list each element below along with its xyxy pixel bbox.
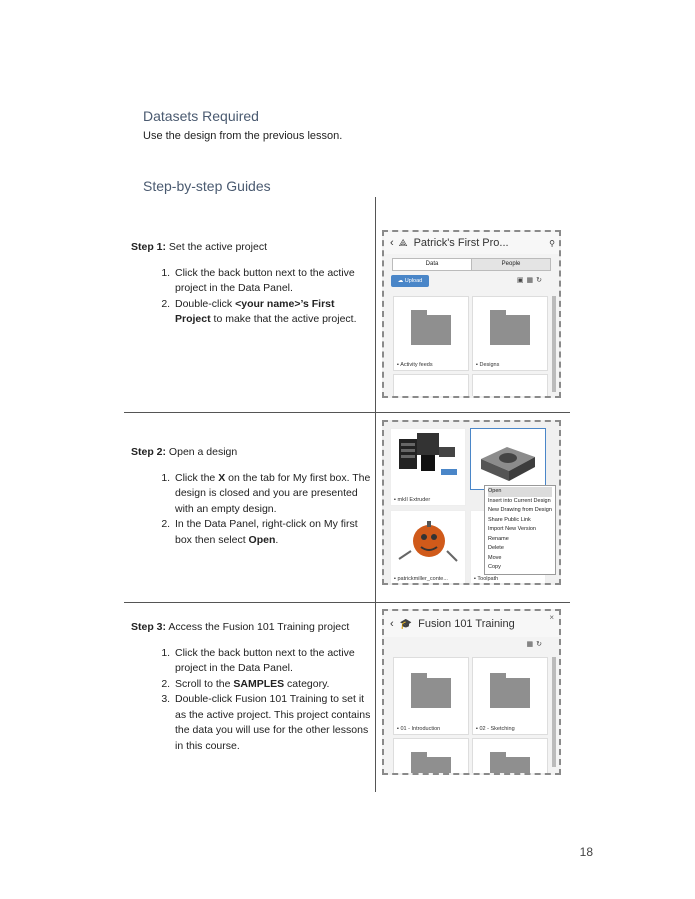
table-divider-vertical <box>375 197 376 792</box>
pumpkin-thumbnail <box>391 511 465 571</box>
design-tile[interactable] <box>390 428 466 506</box>
grid-view-icon[interactable]: ▦ <box>526 641 537 648</box>
table-divider-1 <box>124 412 570 413</box>
menu-item-rename[interactable]: Rename <box>488 535 509 542</box>
grid-view-icon[interactable]: ▦ <box>526 277 537 284</box>
data-panel-screenshot-1 <box>382 230 561 398</box>
panel-tabs <box>392 258 551 271</box>
close-icon[interactable]: × <box>549 613 554 622</box>
search-icon[interactable]: ⚲ <box>549 238 555 248</box>
table-divider-2 <box>124 602 570 603</box>
folder-tile[interactable] <box>393 374 469 398</box>
step-3-item-1: 1. Click the back button next to the active project in the Data Panel. <box>173 646 371 677</box>
toolbar-icons <box>517 276 545 284</box>
menu-item-new-drawing[interactable]: New Drawing from Design <box>488 507 552 513</box>
folder-tile[interactable] <box>393 296 469 371</box>
step-2 <box>131 445 371 548</box>
chevron-left-icon[interactable]: ‹ <box>390 618 394 630</box>
folder-tile[interactable] <box>472 374 548 398</box>
folder-tile[interactable] <box>393 657 469 735</box>
step-1-item-2: 2. Double-click <your name>’s First Project to make that the active project. <box>173 297 371 328</box>
refresh-icon[interactable]: ↻ <box>536 641 545 648</box>
step-3 <box>131 620 371 754</box>
menu-item-delete[interactable]: Delete <box>488 545 504 551</box>
datasets-text: Use the design from the previous lesson. <box>143 130 343 142</box>
folder-tile[interactable] <box>472 296 548 371</box>
tab-people[interactable]: People <box>471 259 550 270</box>
folder-tile[interactable] <box>472 738 548 775</box>
new-folder-icon[interactable]: ▣ <box>516 277 527 284</box>
folder-icon <box>411 757 451 775</box>
folder-label: ▪ 02 - Sketching <box>476 726 515 732</box>
design-tile[interactable] <box>390 510 466 585</box>
page-number: 18 <box>579 845 593 859</box>
menu-item-copy[interactable]: Copy <box>488 564 501 570</box>
design-label: ▪ mkII Extruder <box>394 497 431 503</box>
upload-button[interactable]: ☁ Upload <box>391 275 429 287</box>
folder-label: ▪ 01 - Introduction <box>397 726 441 732</box>
step-2-title: Step 2: Open a design <box>131 446 238 458</box>
menu-item-insert[interactable]: Insert into Current Design <box>488 497 551 504</box>
folder-icon <box>411 315 451 345</box>
panel-title: Patrick's First Pro... <box>413 237 509 249</box>
step-2-item-1: 1. Click the X on the tab for My first box. The design is closed and you are presented with an empty design. <box>173 471 371 518</box>
graduation-cap-icon: 🎓 <box>399 618 413 630</box>
menu-item-share[interactable]: Share Public Link <box>488 516 531 523</box>
datasets-heading: Datasets Required <box>143 108 259 124</box>
folder-tile[interactable] <box>472 657 548 735</box>
context-menu <box>484 485 556 575</box>
refresh-icon[interactable]: ↻ <box>536 277 545 284</box>
folder-icon <box>490 678 530 708</box>
folder-label: ▪ Designs <box>476 362 500 368</box>
folder-tile[interactable] <box>393 738 469 775</box>
tab-data[interactable]: Data <box>393 259 471 270</box>
folder-label: ▪ Activity feeds <box>397 362 433 368</box>
step-2-item-2: 2. In the Data Panel, right-click on My first box then select Open. <box>173 517 371 548</box>
design-tile-selected[interactable] <box>470 428 546 490</box>
step-3-title: Step 3: Access the Fusion 101 Training project <box>131 621 350 633</box>
project-icon: ⟁ <box>398 237 408 249</box>
step-3-item-2: 2. Scroll to the SAMPLES category. <box>173 677 371 693</box>
guides-heading: Step-by-step Guides <box>143 178 271 194</box>
panel-header <box>384 232 559 254</box>
data-panel-screenshot-2 <box>382 420 561 585</box>
extruder-thumbnail <box>391 429 465 491</box>
folder-icon <box>411 678 451 708</box>
folder-icon <box>490 315 530 345</box>
upload-icon: ☁ <box>397 278 404 284</box>
menu-item-open[interactable]: Open <box>488 487 552 497</box>
box-thumbnail <box>471 429 545 487</box>
scrollbar[interactable] <box>552 296 556 392</box>
step-1 <box>131 240 371 328</box>
step-1-title: Step 1: Set the active project <box>131 241 267 253</box>
menu-item-move[interactable]: Move <box>488 554 502 561</box>
panel-title: Fusion 101 Training <box>418 618 515 630</box>
step-1-item-1: 1. Click the back button next to the active project in the Data Panel. <box>173 266 371 297</box>
folder-icon <box>490 757 530 775</box>
design-label: ▪ Toolpath <box>474 576 499 582</box>
toolbar-icons <box>527 640 546 648</box>
step-3-item-3: 3. Double-click Fusion 101 Training to set it as the active project. This project contains the data you will use for the other lessons in this course. <box>173 692 371 754</box>
panel-header <box>384 611 559 637</box>
menu-item-import[interactable]: Import New Version <box>488 526 536 532</box>
chevron-left-icon[interactable]: ‹ <box>390 237 394 249</box>
design-label: ▪ patrickmiller_conte... <box>394 576 448 582</box>
scrollbar[interactable] <box>552 657 556 767</box>
data-panel-screenshot-3 <box>382 609 561 775</box>
